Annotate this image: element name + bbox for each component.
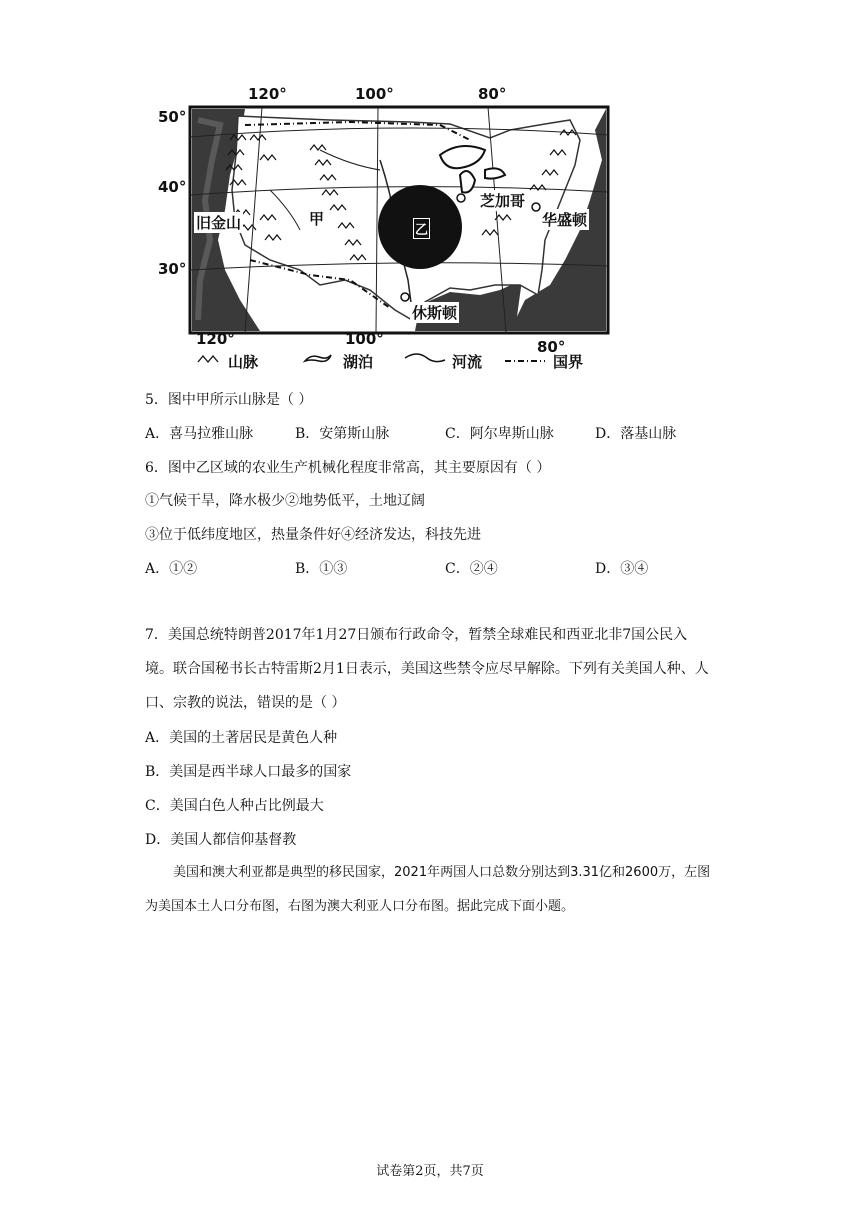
label-san-francisco: 旧金山 — [196, 214, 242, 232]
q6-option-b: B．①③ — [295, 561, 348, 577]
lat-50: 50° — [158, 108, 187, 126]
lon-top-100: 100° — [355, 85, 394, 103]
houston-dot — [401, 293, 409, 301]
lon-top-80: 80° — [478, 85, 507, 103]
legend-lake-label: 湖泊 — [343, 353, 374, 371]
q6-option-a: A．①② — [145, 561, 198, 577]
reading-passage: 美国和澳大利亚都是典型的移民国家，2021年两国人口总数分别达到3.31亿和2600万，左图为美国本土人口分布图，右图为澳大利亚人口分布图。据此完成下面小题。 — [145, 865, 711, 914]
page-footer: 试卷第2页，共7页 — [376, 1164, 484, 1179]
chicago-dot — [457, 194, 465, 202]
label-jia: 甲 — [309, 210, 325, 228]
legend-river-label: 河流 — [452, 353, 483, 371]
legend-mountain-icon — [198, 356, 218, 362]
q6-stem: 6．图中乙区域的农业生产机械化程度非常高，其主要原因有（ ） — [145, 460, 551, 476]
q7-option-d: D．美国人都信仰基督教 — [145, 832, 297, 848]
q6-option-d: D．③④ — [595, 561, 649, 577]
q5-option-a: A．喜马拉雅山脉 — [145, 426, 254, 442]
legend-river-icon — [405, 354, 445, 362]
legend-lake-icon — [305, 355, 331, 361]
q6-option-c: C．②④ — [445, 561, 498, 577]
label-chicago: 芝加哥 — [480, 192, 526, 210]
q7-option-b: B．美国是西半球人口最多的国家 — [145, 764, 352, 780]
lon-bottom-120: 120° — [196, 330, 235, 348]
q7-option-a: A．美国的土著居民是黄色人种 — [145, 730, 338, 746]
q6-choices-line2: ③位于低纬度地区，热量条件好④经济发达，科技先进 — [145, 527, 481, 543]
q5-option-b: B．安第斯山脉 — [295, 426, 390, 442]
lon-bottom-80: 80° — [537, 338, 566, 356]
q5-stem: 5．图中甲所示山脉是（ ） — [145, 392, 313, 408]
label-houston: 休斯顿 — [412, 304, 458, 322]
q7-stem: 7．美国总统特朗普2017年1月27日颁布行政命令，暂禁全球难民和西亚北非7国公民入境。联合国秘书长古特雷斯2月1日表示，美国这些禁令应尽早解除。下列有关美国人种、人口、宗教的说法，错误的是（ ） — [145, 627, 709, 711]
label-washington: 华盛顿 — [542, 211, 588, 229]
q7-option-c: C．美国白色人种占比例最大 — [145, 798, 324, 814]
legend-border-label: 国界 — [553, 353, 584, 371]
lon-bottom-100: 100° — [345, 330, 384, 348]
lon-top-120: 120° — [248, 85, 287, 103]
legend-mountain-label: 山脉 — [228, 353, 259, 371]
lat-40: 40° — [158, 178, 187, 196]
q6-choices-line1: ①气候干旱，降水极少②地势低平，土地辽阔 — [145, 493, 425, 509]
q5-option-d: D．落基山脉 — [595, 426, 677, 442]
washington-dot — [532, 203, 540, 211]
q5-option-c: C．阿尔卑斯山脉 — [445, 426, 554, 442]
lat-30: 30° — [158, 260, 187, 278]
label-yi: 乙 — [413, 218, 430, 239]
